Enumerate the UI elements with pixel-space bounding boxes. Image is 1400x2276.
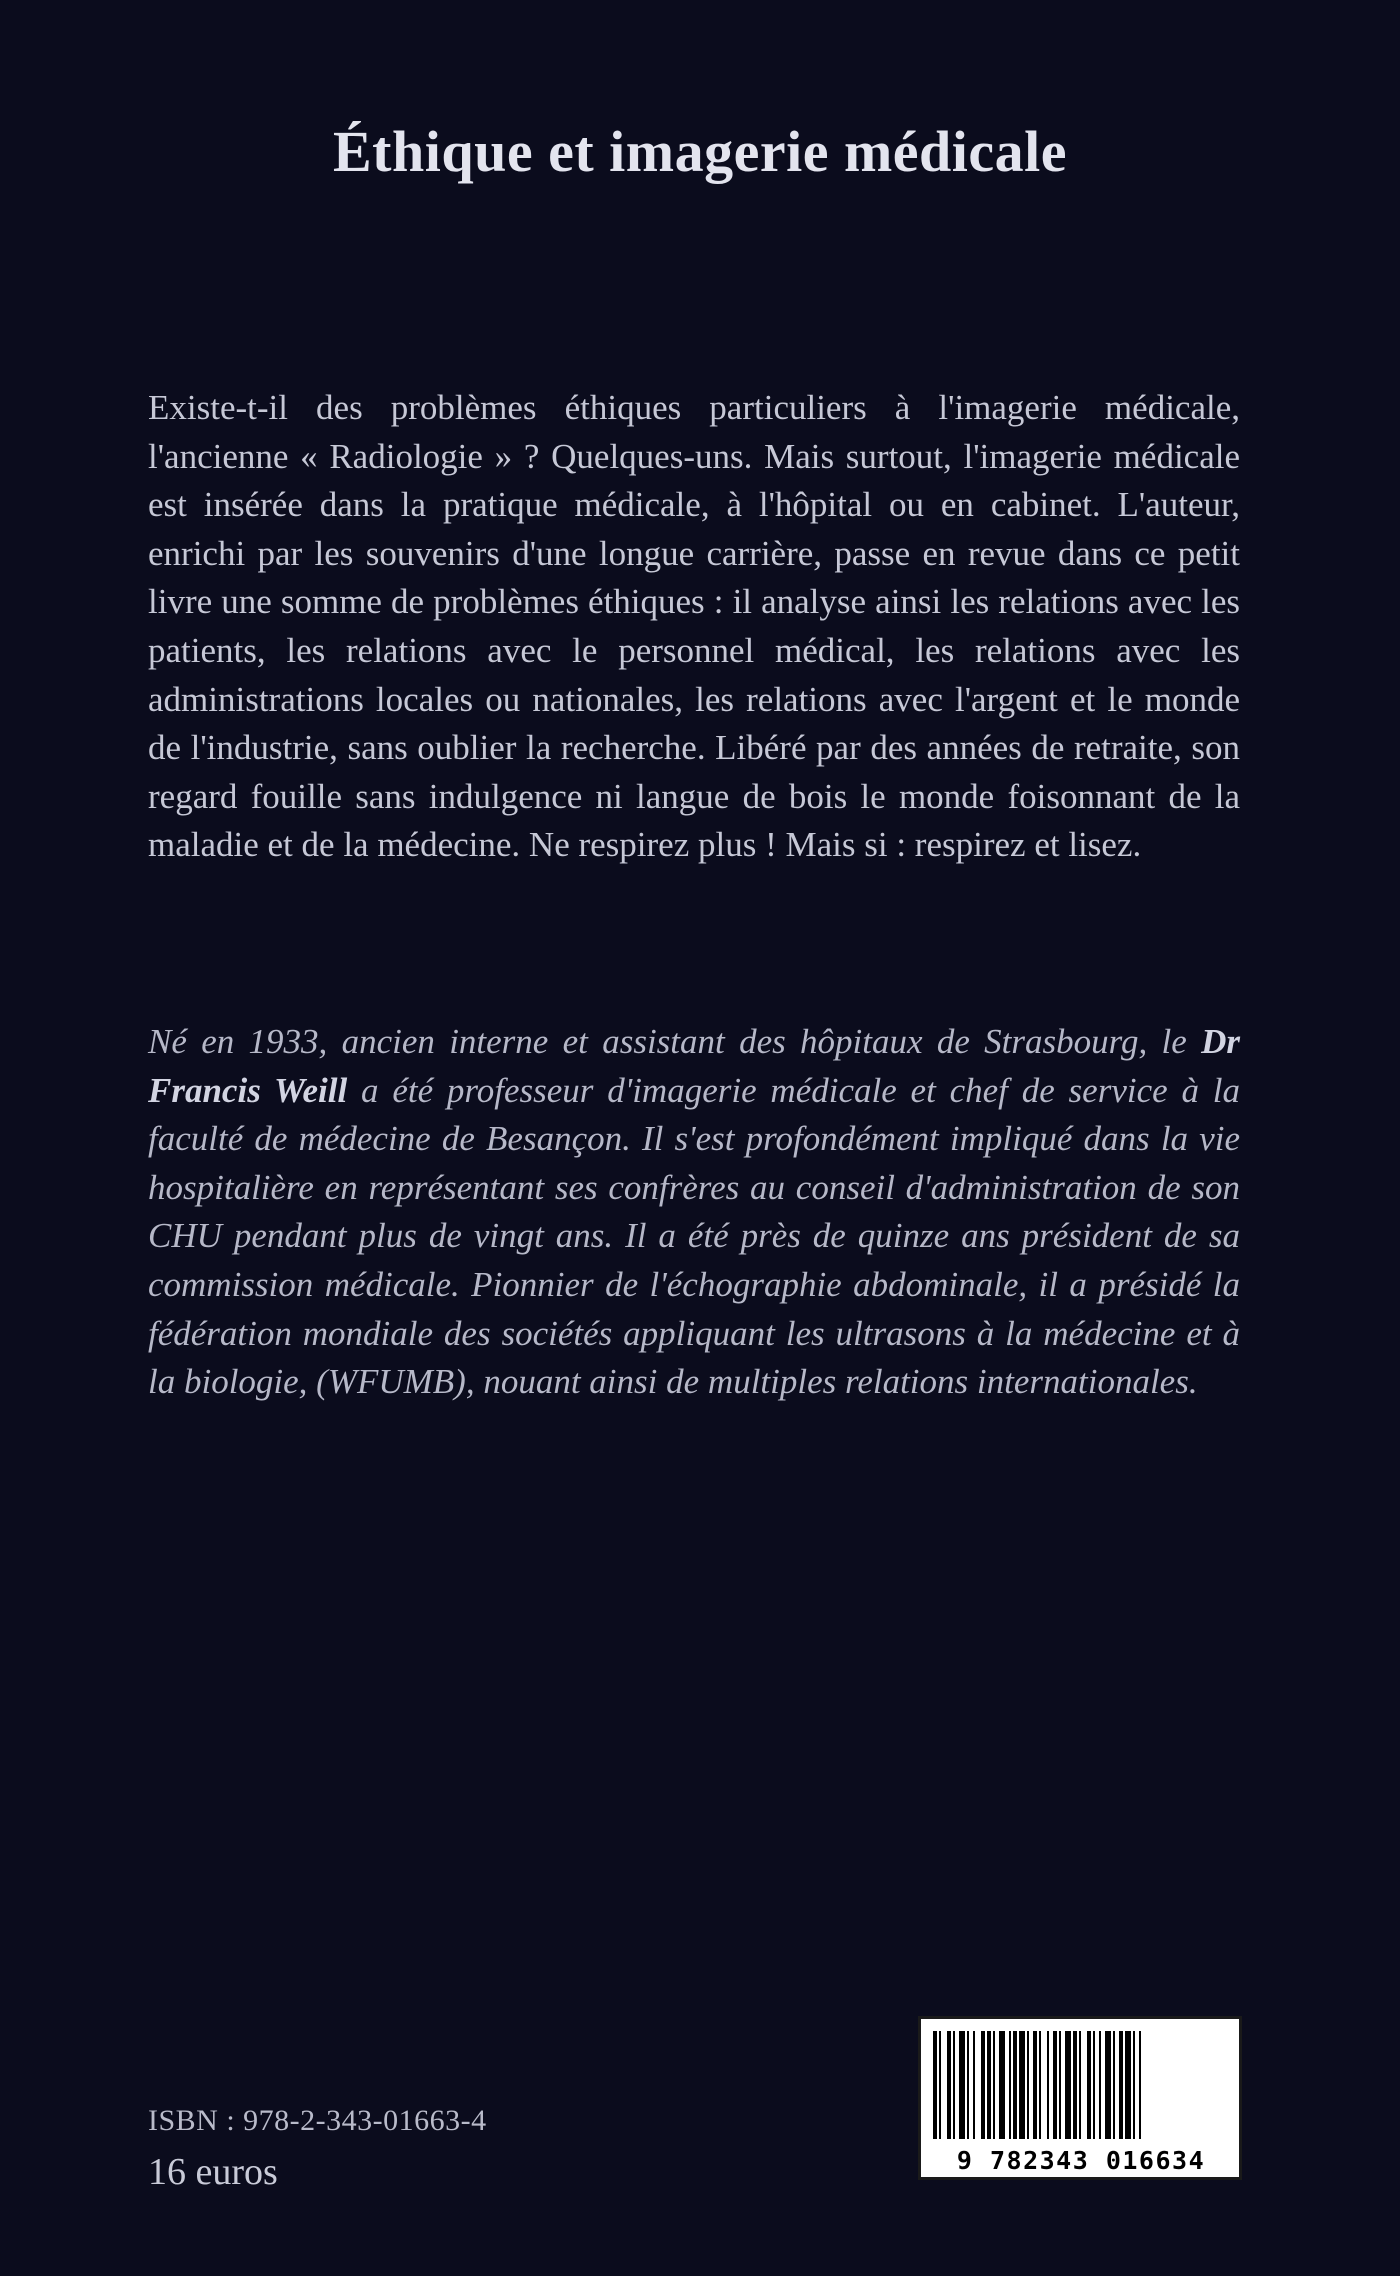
barcode-bar <box>1087 2031 1091 2139</box>
barcode-bar <box>1105 2031 1111 2139</box>
book-title: Éthique et imagerie médicale <box>333 119 1067 184</box>
barcode-bar <box>1133 2031 1135 2139</box>
barcode-bar <box>1033 2031 1037 2139</box>
barcode-bar <box>1019 2031 1025 2139</box>
barcode-bar <box>1073 2031 1077 2139</box>
barcode-bar <box>959 2031 965 2139</box>
barcode-bar <box>1065 2031 1071 2139</box>
author-bio-rest: a été professeur d'imagerie médicale et chef de service à la faculté de médecine de Besançon. Il s'est profondément impliqué dans la vie hospitalière en représentant ses confrères au conseil d'administration de son CHU pendant plus de vingt ans. Il a été près de quinze ans président de sa commission médicale. Pionnier de l'échographie abdominale, il a présidé la fédération mondiale des sociétés appliquant les ultrasons à la médecine et à la biologie, (WFUMB), nouant ainsi de multiples relations internationales. <box>148 1070 1240 1402</box>
barcode-bar <box>993 2031 995 2139</box>
isbn-label: ISBN : 978-2-343-01663-4 <box>148 2104 487 2137</box>
barcode-bar <box>1009 2031 1011 2139</box>
author-bio <box>148 1018 1240 1407</box>
barcode-bar <box>1099 2031 1101 2139</box>
barcode-bar <box>1059 2031 1061 2139</box>
barcode-bar <box>1119 2031 1123 2139</box>
barcode-bar <box>933 2031 937 2139</box>
barcode-bar <box>1047 2031 1049 2139</box>
author-bio-intro: Né en 1933, ancien interne et assistant des hôpitaux de Strasbourg, le <box>148 1022 1202 1061</box>
barcode-bar <box>981 2031 985 2139</box>
price-label: 16 euros <box>148 2151 278 2193</box>
barcode-bar <box>953 2031 955 2139</box>
barcode-bar <box>939 2031 941 2139</box>
barcode-bar <box>1079 2031 1081 2139</box>
barcode-bar <box>967 2031 969 2139</box>
barcode-digits: 9 782343 016634 <box>956 2146 1206 2175</box>
barcode-bar <box>1139 2031 1141 2139</box>
barcode-bar <box>1013 2031 1017 2139</box>
barcode-bar <box>1113 2031 1115 2139</box>
barcode-bars <box>931 2031 1231 2139</box>
barcode-bar <box>973 2031 975 2139</box>
barcode-bar <box>1053 2031 1057 2139</box>
barcode-bar <box>987 2031 991 2139</box>
barcode-bar <box>1125 2031 1131 2139</box>
barcode <box>918 2016 1242 2180</box>
author-name: Dr Francis Weill <box>148 1022 1240 1110</box>
barcode-bar <box>999 2031 1005 2139</box>
barcode-bar <box>1093 2031 1095 2139</box>
barcode-bar <box>1039 2031 1041 2139</box>
barcode-bar <box>947 2031 951 2139</box>
book-blurb: Existe-t-il des problèmes éthiques particuliers à l'imagerie médicale, l'ancienne « Radiologie » ? Quelques-uns. Mais surtout, l'imagerie médicale est insérée dans la pratique médicale, à l'hôpital ou en cabinet. L'auteur, enrichi par les souvenirs d'une longue carrière, passe en revue dans ce petit livre une somme de problèmes éthiques : il analyse ainsi les relations avec les patients, les relations avec le personnel médical, les relations avec les administrations locales ou nationales, les relations avec l'argent et le monde de l'industrie, sans oublier la recherche. Libéré par des années de retraite, son regard fouille sans indulgence ni langue de bois le monde foisonnant de la maladie et de la médecine. Ne respirez plus ! Mais si : respirez et lisez. <box>148 388 1240 865</box>
barcode-bar <box>1027 2031 1029 2139</box>
